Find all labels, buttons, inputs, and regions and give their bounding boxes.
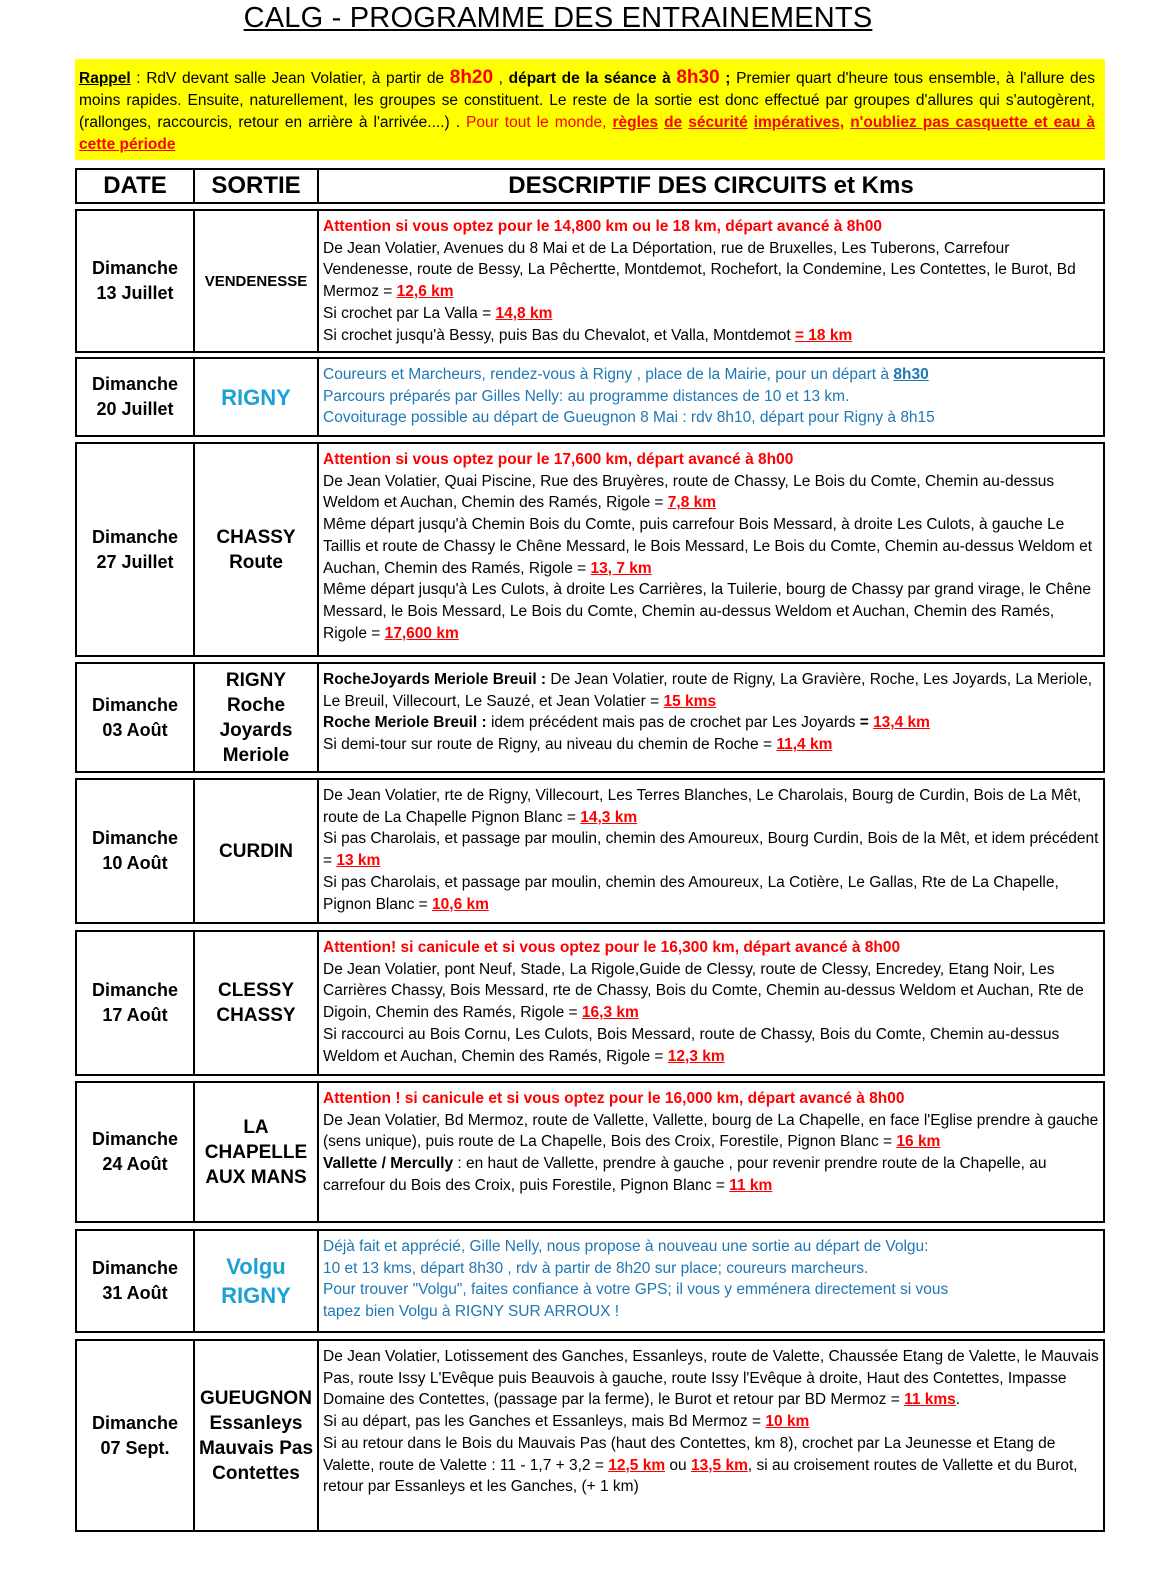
day-label: Dimanche <box>91 1258 179 1278</box>
km-value: 15 kms <box>663 692 717 710</box>
circuit-line: Si pas Charolais, et passage par moulin, chemin des Amoureux, Bourg Curdin, Bois de la Mêt, et idem précédent = 13 km <box>323 830 1099 870</box>
circuit-line: Si au retour dans le Bois du Mauvais Pas (haut des Contettes, km 8), crochet par La Jeunesse et Etang de Valette, route de Valette : 11 - 1,7 + 3,2 = 12,5 km ou 13,5 km, si au croisement routes de Vallette et du Burot, retour par Essanleys et les Ganches, (+ 1 km) <box>323 1434 1078 1496</box>
date-cell <box>77 1083 195 1221</box>
table-row <box>75 442 1105 657</box>
circuit-line: De Jean Volatier, rte de Rigny, Villecourt, Les Terres Blanches, Le Charolais, Bourg de Curdin, Bois de La Mêt, route de La Chapelle Pignon Blanc = 14,3 km <box>323 787 1082 826</box>
sortie-cell: GUEUGNON Essanleys Mauvais Pas Contettes <box>195 1341 319 1530</box>
day-label: Dimanche <box>91 526 179 547</box>
rappel-security: n'oubliez pas casquette et eau à cette période <box>79 114 1095 153</box>
circuit-line: De Jean Volatier, Lotissement des Ganches, Essanleys, route de Valette, Chaussée Etang de Valette, le Mauvais Pas, route Issy L'Evêque puis Beauvois à gauche, route Issy l'Evêque à droite, Haut des Contettes, Impasse Domaine des Contettes, (passage par la ferme), le Burot et retour par BD Mermoz = 11 kms. <box>323 1348 1099 1409</box>
table-row <box>75 930 1105 1076</box>
rappel-text: , <box>493 70 509 87</box>
date-label: 24 Août <box>102 1154 168 1174</box>
day-label: Dimanche <box>91 828 179 848</box>
sortie-cell: CLESSY CHASSY <box>195 932 319 1074</box>
circuit-line: Parcours préparés par Gilles Nelly: au programme distances de 10 et 13 km. <box>323 387 850 405</box>
date-cell <box>77 444 195 655</box>
km-value: 10,6 km <box>432 895 489 913</box>
km-value: 14,3 km <box>580 808 638 826</box>
table-header <box>75 168 1105 204</box>
table-row <box>75 1339 1105 1532</box>
date-label: 20 Juillet <box>96 399 174 419</box>
desc-cell <box>319 1231 1103 1331</box>
circuit-line: De Jean Volatier, pont Neuf, Stade, La Rigole,Guide de Clessy, route de Clessy, Encredey, Etang Noir, Les Carrières Chassy, Bois Messard, rte de Chassy, Bois du Comte, Chemin au-dessus Weldom et Auchan, Rte de Digoin, Chemin des Ramés, Rigole = 16,3 km <box>323 960 1084 1022</box>
attention-text: Attention si vous optez pour le 14,800 km ou le 18 km, départ avancé à 8h00 <box>323 218 883 235</box>
date-label: 27 Juillet <box>96 551 174 572</box>
km-value: 16,3 km <box>581 1004 639 1022</box>
rappel-box <box>75 59 1105 160</box>
km-value: 12,5 km <box>608 1456 666 1474</box>
km-value: 16 km <box>896 1133 941 1151</box>
km-value: 13, 7 km <box>590 559 652 577</box>
circuit-line: De Jean Volatier, Quai Piscine, Rue des Bruyères, route de Chassy, Le Bois du Comte, Chemin au-dessus Weldom et Auchan, Chemin des Ramés, Rigole = 7,8 km <box>323 472 1055 512</box>
circuit-line: Même départ jusqu'à Les Culots, à droite Les Carrières, la Tuilerie, bourg de Chassy par grand virage, le Chêne Messard, le Bois Messard, Le Bois du Comte, Chemin au-dessus Weldom et Auchan, Chemin des Ramés, Rigole = 17,600 km <box>323 581 1092 642</box>
sortie-cell: RIGNY <box>195 359 319 435</box>
desc-cell <box>319 359 1103 435</box>
km-value: 11 km <box>729 1176 773 1194</box>
circuit-line: Roche Meriole Breuil : idem précédent mais pas de crochet par Les Joyards = 13,4 km <box>323 714 930 732</box>
date-label: 17 Août <box>102 1005 168 1025</box>
circuit-line: Si crochet jusqu'à Bessy, puis Bas du Chevalot, et Valla, Montdemot = 18 km <box>323 326 853 344</box>
table-row <box>75 662 1105 773</box>
circuit-line: Vallette / Mercully : en haut de Vallette, prendre à gauche , pour revenir prendre route de la Chapelle, au carrefour du Bois des Croix, puis Forestile, Pignon Blanc = 11 km <box>323 1155 1047 1194</box>
circuit-line: Si crochet par La Valla = 14,8 km <box>323 304 553 322</box>
desc-cell <box>319 444 1103 655</box>
rappel-security: de <box>664 114 683 131</box>
sortie-cell: CHASSY Route <box>195 444 319 655</box>
km-value: 13,4 km <box>873 714 930 732</box>
desc-cell <box>319 780 1103 922</box>
sortie-cell: VENDENESSE <box>195 211 319 351</box>
attention-text: Attention si vous optez pour le 17,600 km, départ avancé à 8h00 <box>323 451 794 468</box>
circuit-line: tapez bien Volgu à RIGNY SUR ARROUX ! <box>323 1303 620 1321</box>
day-label: Dimanche <box>91 1129 179 1149</box>
km-value: 13 km <box>336 852 381 870</box>
rappel-text: Pour tout le monde, <box>466 114 613 131</box>
rappel-security: sécurité <box>688 114 748 131</box>
header-desc: DESCRIPTIF DES CIRCUITS et Kms <box>508 172 914 199</box>
date-cell <box>77 664 195 771</box>
table-row <box>75 209 1105 353</box>
sortie-cell: CURDIN <box>195 780 319 922</box>
circuit-line: De Jean Volatier, Avenues du 8 Mai et de La Déportation, rue de Bruxelles, Les Tuberons, Carrefour Vendenesse, route de Bessy, La Pêchertte, Montdemot, Rochefort, la Condemine, Les Contettes, le Burot, Bd Mermoz = 12,6 km <box>323 239 1076 301</box>
km-value: 12,3 km <box>667 1047 725 1065</box>
rappel-text: : RdV devant salle Jean Volatier, à partir de <box>130 70 450 87</box>
day-label: Dimanche <box>91 694 179 715</box>
desc-cell <box>319 664 1103 771</box>
day-label: Dimanche <box>91 980 179 1000</box>
header-date: DATE <box>77 170 195 202</box>
date-label: 10 Août <box>102 853 168 873</box>
day-label: Dimanche <box>91 258 179 278</box>
sortie-cell: LA CHAPELLE AUX MANS <box>195 1083 319 1221</box>
km-value: 17,600 km <box>384 624 459 642</box>
km-value: 11 kms <box>904 1391 956 1409</box>
circuit-line: 10 et 13 kms, départ 8h30 , rdv à partir de 8h20 sur place; coureurs marcheurs. <box>323 1259 869 1277</box>
circuit-line: Coureurs et Marcheurs, rendez-vous à Rigny , place de la Mairie, pour un départ à 8h30 <box>323 366 929 383</box>
date-cell <box>77 1341 195 1530</box>
desc-cell <box>319 211 1103 351</box>
date-cell <box>77 1231 195 1331</box>
rappel-label: Rappel <box>79 70 131 87</box>
circuit-line: Pour trouver "Volgu", faites confiance à votre GPS; il vous y emménera directement si vous <box>323 1281 949 1299</box>
table-row <box>75 1081 1105 1223</box>
table-row <box>75 357 1105 437</box>
desc-cell <box>319 1341 1103 1530</box>
rappel-security: règles <box>612 114 659 131</box>
circuit-line: De Jean Volatier, Bd Mermoz, route de Vallette, Vallette, bourg de La Chapelle, en face l'Eglise prendre à gauche (sens unique), puis route de La Chapelle, Bois des Croix, Forestile, Pignon Blanc = 16 km <box>323 1111 1099 1151</box>
sortie-cell: RIGNY Roche Joyards Meriole <box>195 664 319 771</box>
date-label: 07 Sept. <box>100 1437 170 1458</box>
km-value: 10 km <box>765 1413 810 1431</box>
rappel-time-depart: 8h30 <box>676 67 720 88</box>
sortie-cell: Volgu RIGNY <box>195 1231 319 1331</box>
header-sortie: SORTIE <box>195 170 319 202</box>
circuit-line: Si au départ, pas les Ganches et Essanleys, mais Bd Mermoz = 10 km <box>323 1413 810 1431</box>
circuit-line: Même départ jusqu'à Chemin Bois du Comte, puis carrefour Bois Messard, à droite Les Culots, à gauche Le Taillis et route de Chassy le Chêne Messard, le Bois Messard, Le Bois du Comte, Chemin au-dessus Weldom et Auchan, Chemin des Ramés, Rigole = 13, 7 km <box>323 516 1093 577</box>
day-label: Dimanche <box>91 1412 179 1433</box>
date-cell <box>77 211 195 351</box>
circuit-line: Déjà fait et apprécié, Gille Nelly, nous propose à nouveau une sortie au départ de Volgu: <box>323 1238 929 1255</box>
attention-text: Attention ! si canicule et si vous optez pour le 16,000 km, départ avancé à 8h00 <box>323 1090 905 1107</box>
date-cell <box>77 932 195 1074</box>
date-cell <box>77 359 195 435</box>
rappel-security: impératives, <box>753 114 845 131</box>
rappel-text: départ de la séance à <box>508 70 677 87</box>
date-label: 31 Août <box>102 1283 168 1303</box>
rappel-text: ; <box>719 70 737 87</box>
circuit-line: Si raccourci au Bois Cornu, Les Culots, Bois Messard, route de Chassy, Bois du Comte, Chemin au-dessus Weldom et Auchan, Chemin des Ramés, Rigole = 12,3 km <box>323 1025 1060 1065</box>
date-label: 13 Juillet <box>96 283 174 303</box>
circuit-line: Si demi-tour sur route de Rigny, au niveau du chemin de Roche = 11,4 km <box>323 736 833 754</box>
km-value: 13,5 km <box>690 1456 748 1474</box>
date-label: 03 Août <box>102 719 168 740</box>
km-value: 7,8 km <box>667 494 717 512</box>
circuit-line: Si pas Charolais, et passage par moulin, chemin des Amoureux, La Cotière, Le Gallas, Rte de La Chapelle, Pignon Blanc = 10,6 km <box>323 873 1059 913</box>
km-value: 12,6 km <box>396 283 454 301</box>
date-cell <box>77 780 195 922</box>
time-value: 8h30 <box>893 366 929 383</box>
rappel-time-rdv: 8h20 <box>449 67 494 88</box>
rappel-text: Premier quart d'heure tous ensemble, à l'allure des moins rapides. Ensuite, naturellement, les groupes se constituent. Le reste de la sortie est donc effectué par groupes d'allures qui s'autogèrent, (rallonges, raccourcis, retour en arrière à l'arrivée....) . <box>79 70 1095 131</box>
km-value: = 18 km <box>794 326 853 344</box>
desc-cell <box>319 1083 1103 1221</box>
km-value: 14,8 km <box>495 304 553 322</box>
km-value: 11,4 km <box>776 736 833 754</box>
day-label: Dimanche <box>91 374 179 394</box>
table-row <box>75 778 1105 924</box>
desc-cell <box>319 932 1103 1074</box>
circuit-line: RocheJoyards Meriole Breuil : De Jean Volatier, route de Rigny, La Gravière, Roche, Les Joyards, La Meriole, Le Breuil, Villecourt, Le Sauzé, et Jean Volatier = 15 kms <box>323 671 1093 710</box>
table-row <box>75 1229 1105 1333</box>
page-title: CALG - PROGRAMME DES ENTRAINEMENTS <box>243 2 873 34</box>
circuit-line: Covoiturage possible au départ de Gueugnon 8 Mai : rdv 8h10, départ pour Rigny à 8h15 <box>323 409 935 427</box>
attention-text: Attention! si canicule et si vous optez pour le 16,300 km, départ avancé à 8h00 <box>323 939 901 956</box>
